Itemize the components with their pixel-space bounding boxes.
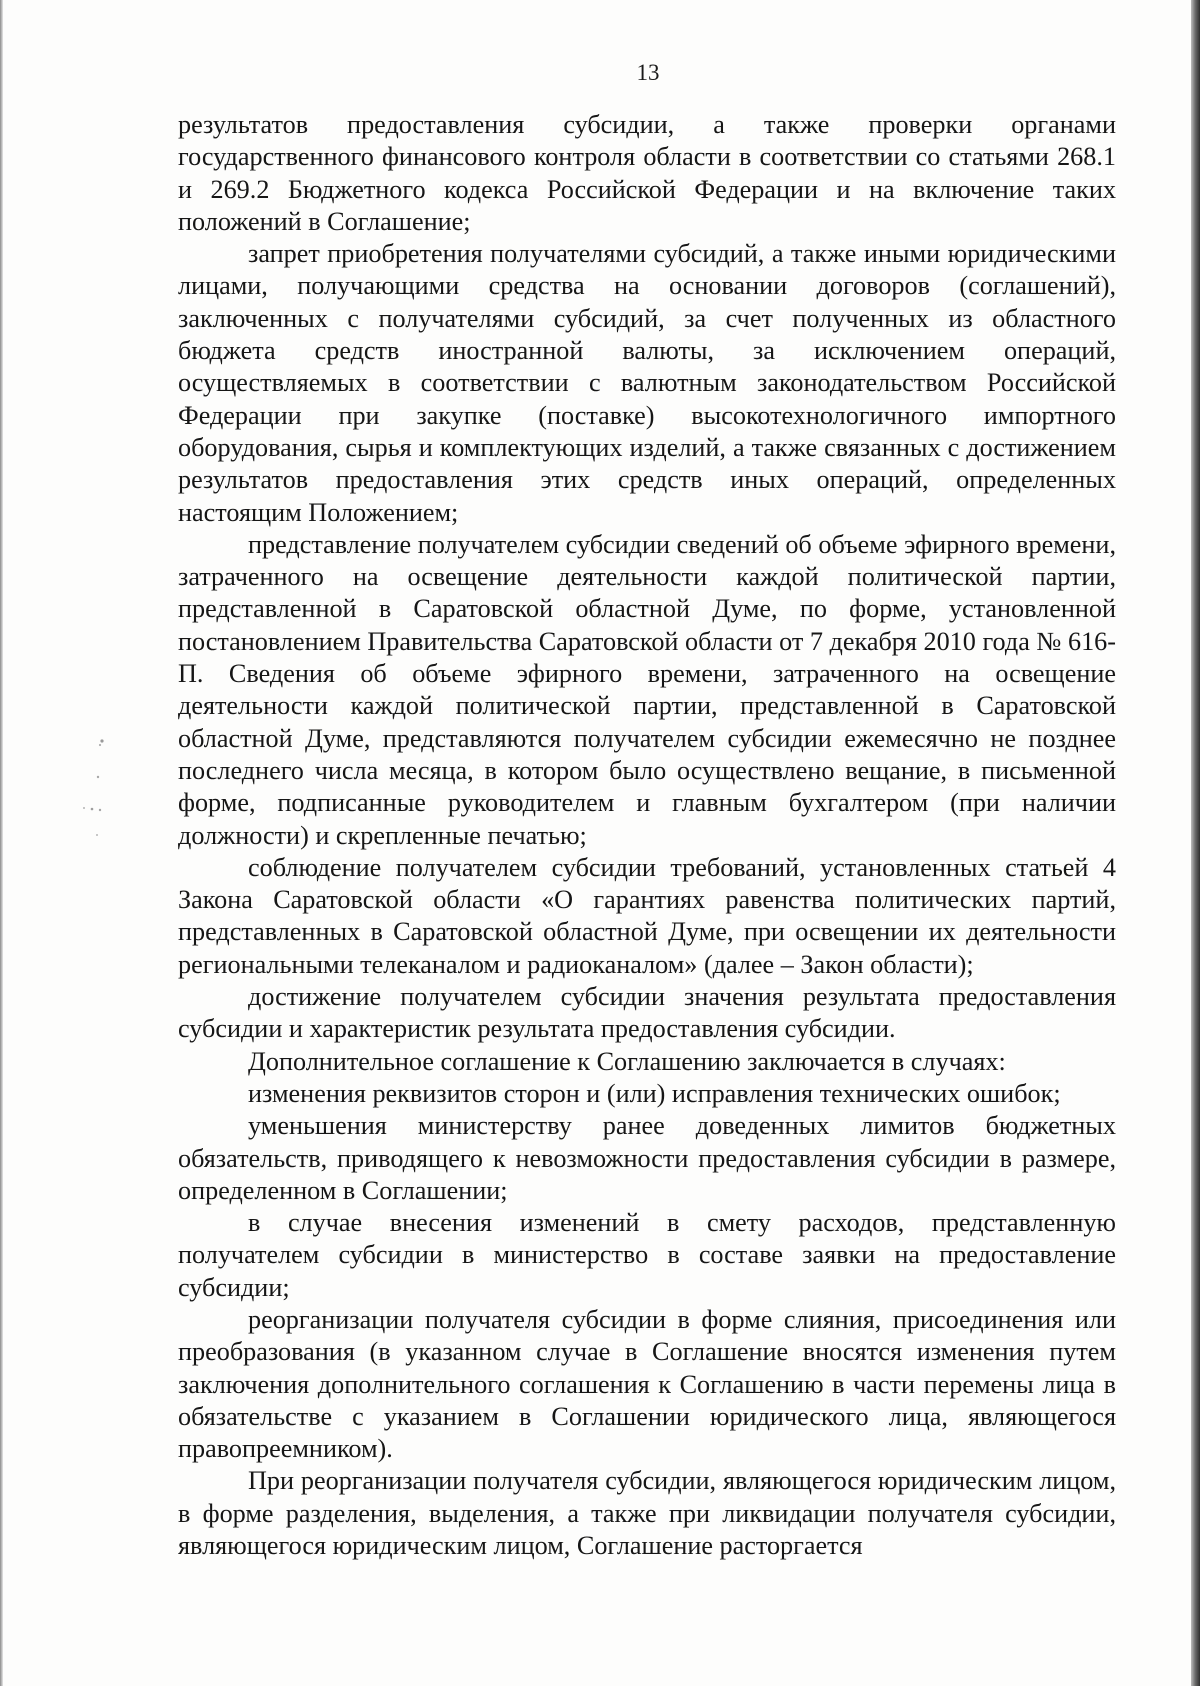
paragraph-10: реорганизации получателя субсидии в форме слияния, присоединения или преобразования (в указанном случае в Соглашение вносятся изменения путем заключения дополнительного соглашения к Соглашению в части перемены лица в обязательстве с указанием в Соглашении юридического лица, являющегося правопреемником). [178, 1304, 1116, 1464]
paragraph-4: соблюдение получателем субсидии требований, установленных статьей 4 Закона Саратовской области «О гарантиях равенства политических партий, представленных в Саратовской областной Думе, при освещении их деятельности региональными телеканалом и радиоканалом» (далее – Закон области); [178, 852, 1116, 979]
scan-specks [80, 735, 120, 845]
paragraph-6: Дополнительное соглашение к Соглашению заключается в случаях: [248, 1046, 1006, 1076]
paragraph-3: представление получателем субсидии сведений об объеме эфирного времени, затраченного на освещение деятельности каждой политической партии, представленной в Саратовской областной Думе, по форме, установленной постановлением Правительства Саратовской области от 7 декабря 2010 года № 616-П. Сведения об объеме эфирного времени, затраченного на освещение деятельности каждой политической партии, представленной в Саратовской областной Думе, представляются получателем субсидии ежемесячно не позднее последнего числа месяца, в котором было осуществлено вещание, в письменной форме, подписанные руководителем и главным бухгалтером (при наличии должности) и скрепленные печатью; [178, 529, 1116, 850]
paragraph-11: При реорганизации получателя субсидии, являющегося юридическим лицом, в форме разделения, выделения, а также при ликвидации получателя субсидии, являющегося юридическим лицом, Соглашение расторгается [178, 1466, 1116, 1561]
paragraph-5: достижение получателем субсидии значения результата предоставления субсидии и характеристик результата предоставления субсидии. [178, 982, 1116, 1044]
paragraph-9: в случае внесения изменений в смету расходов, представленную получателем субсидии в министерство в составе заявки на предоставление субсидии; [178, 1208, 1116, 1302]
body-text [178, 109, 1116, 1562]
scan-right-edge [1191, 0, 1200, 1686]
scan-left-edge [0, 0, 3, 1686]
page-number: 13 [636, 60, 660, 85]
paragraph-8: уменьшения министерству ранее доведенных лимитов бюджетных обязательств, приводящего к невозможности предоставления субсидии в размере, определенном в Соглашении; [178, 1111, 1116, 1205]
paragraph-7: изменения реквизитов сторон и (или) исправления технических ошибок; [248, 1078, 1061, 1108]
paragraph-2: запрет приобретения получателями субсидий, а также иными юридическими лицами, получающими средства на основании договоров (соглашений), заключенных с получателями субсидий, за счет полученных из областного бюджета средств иностранной валюты, за исключением операций, осуществляемых в соответствии с валютным законодательством Российской Федерации при закупке (поставке) высокотехнологичного импортного оборудования, сырья и комплектующих изделий, а также связанных с достижением результатов предоставления этих средств иных операций, определенных настоящим Положением; [178, 239, 1116, 527]
paragraph-1: результатов предоставления субсидии, а также проверки органами государственного финансового контроля области в соответствии со статьями 268.1 и 269.2 Бюджетного кодекса Российской Федерации и на включение таких положений в Соглашение; [178, 110, 1116, 236]
